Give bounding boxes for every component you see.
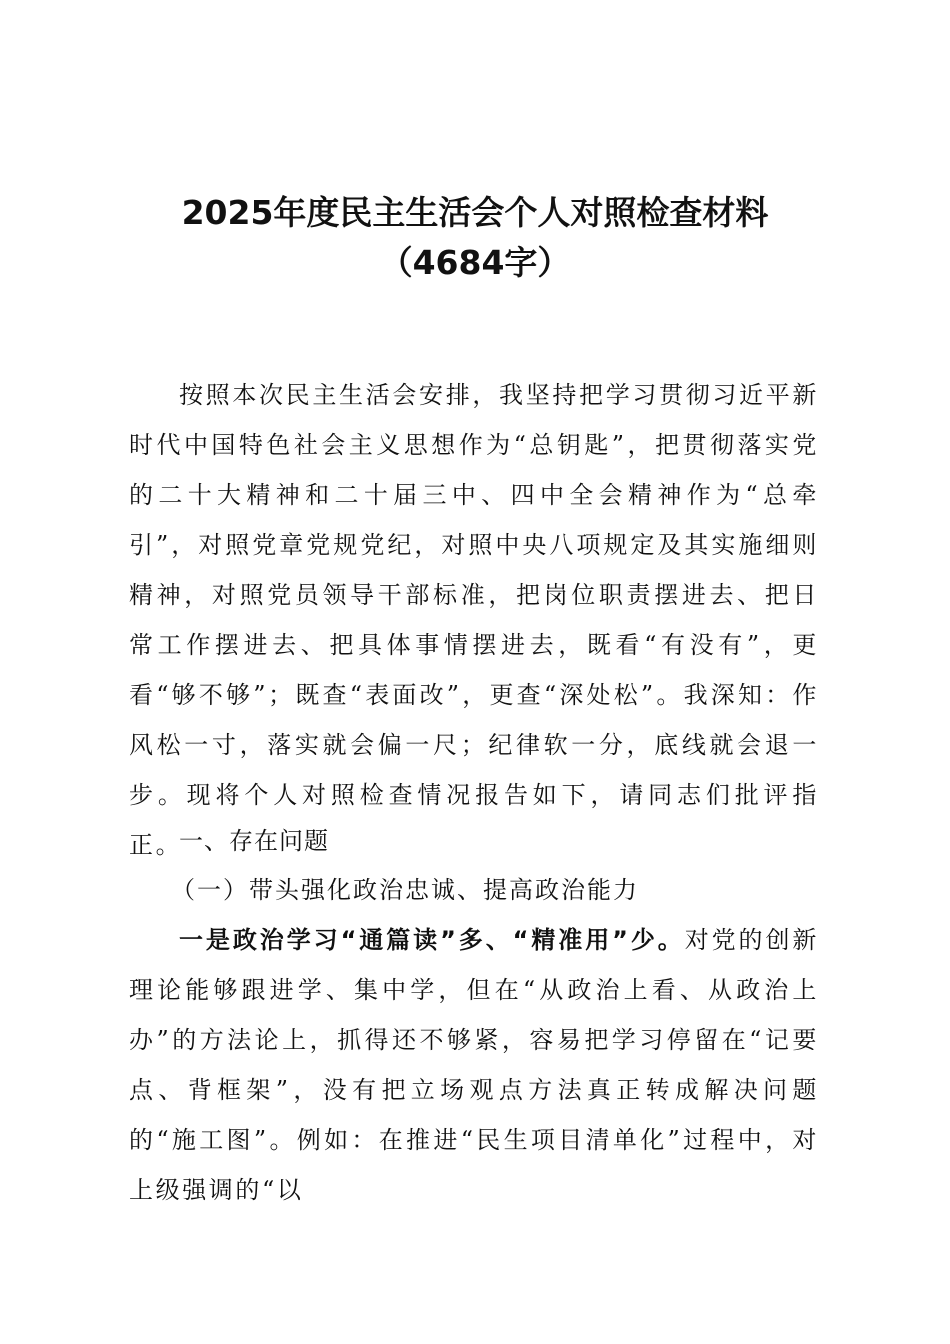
intro-paragraph: 按照本次民主生活会安排，我坚持把学习贯彻习近平新时代中国特色社会主义思想作为“总钥匙”，把贯彻落实党的二十大精神和二十届三中、四中全会精神作为“总牵引”，对照党章党规党纪，对照中央八项规定及其实施细则精神，对照党员领导干部标准，把岗位职责摆进去、把日常工作摆进去、把具体事情摆进去，既看“有没有”，更看“够不够”；既查“表面改”，更查“深处松”。我深知：作风松一寸，落实就会偏一尺；纪律软一分，底线就会退一步。现将个人对照检查情况报告如下，请同志们批评指正。 bbox=[129, 381, 819, 859]
point-one-body: 对党的创新理论能够跟进学、集中学，但在“从政治上看、从政治上办”的方法论上，抓得还不够紧，容易把学习停留在“记要点、背框架”，没有把立场观点方法真正转成解决问题的“施工图”。例如：在推进“民生项目清单化”过程中，对上级强调的“以 bbox=[129, 926, 820, 1204]
section-heading: 一、存在问题 bbox=[179, 827, 329, 855]
document-word-count: （4684字） bbox=[379, 243, 571, 282]
point-one-lead: 一是政治学习“通篇读”多、“精准用”少。 bbox=[179, 926, 685, 954]
document-title: 2025年度民主生活会个人对照检查材料 bbox=[181, 193, 769, 232]
point-one-paragraph bbox=[129, 915, 819, 1215]
subsection-heading: （一）带头强化政治忠诚、提高政治能力 bbox=[171, 876, 639, 904]
